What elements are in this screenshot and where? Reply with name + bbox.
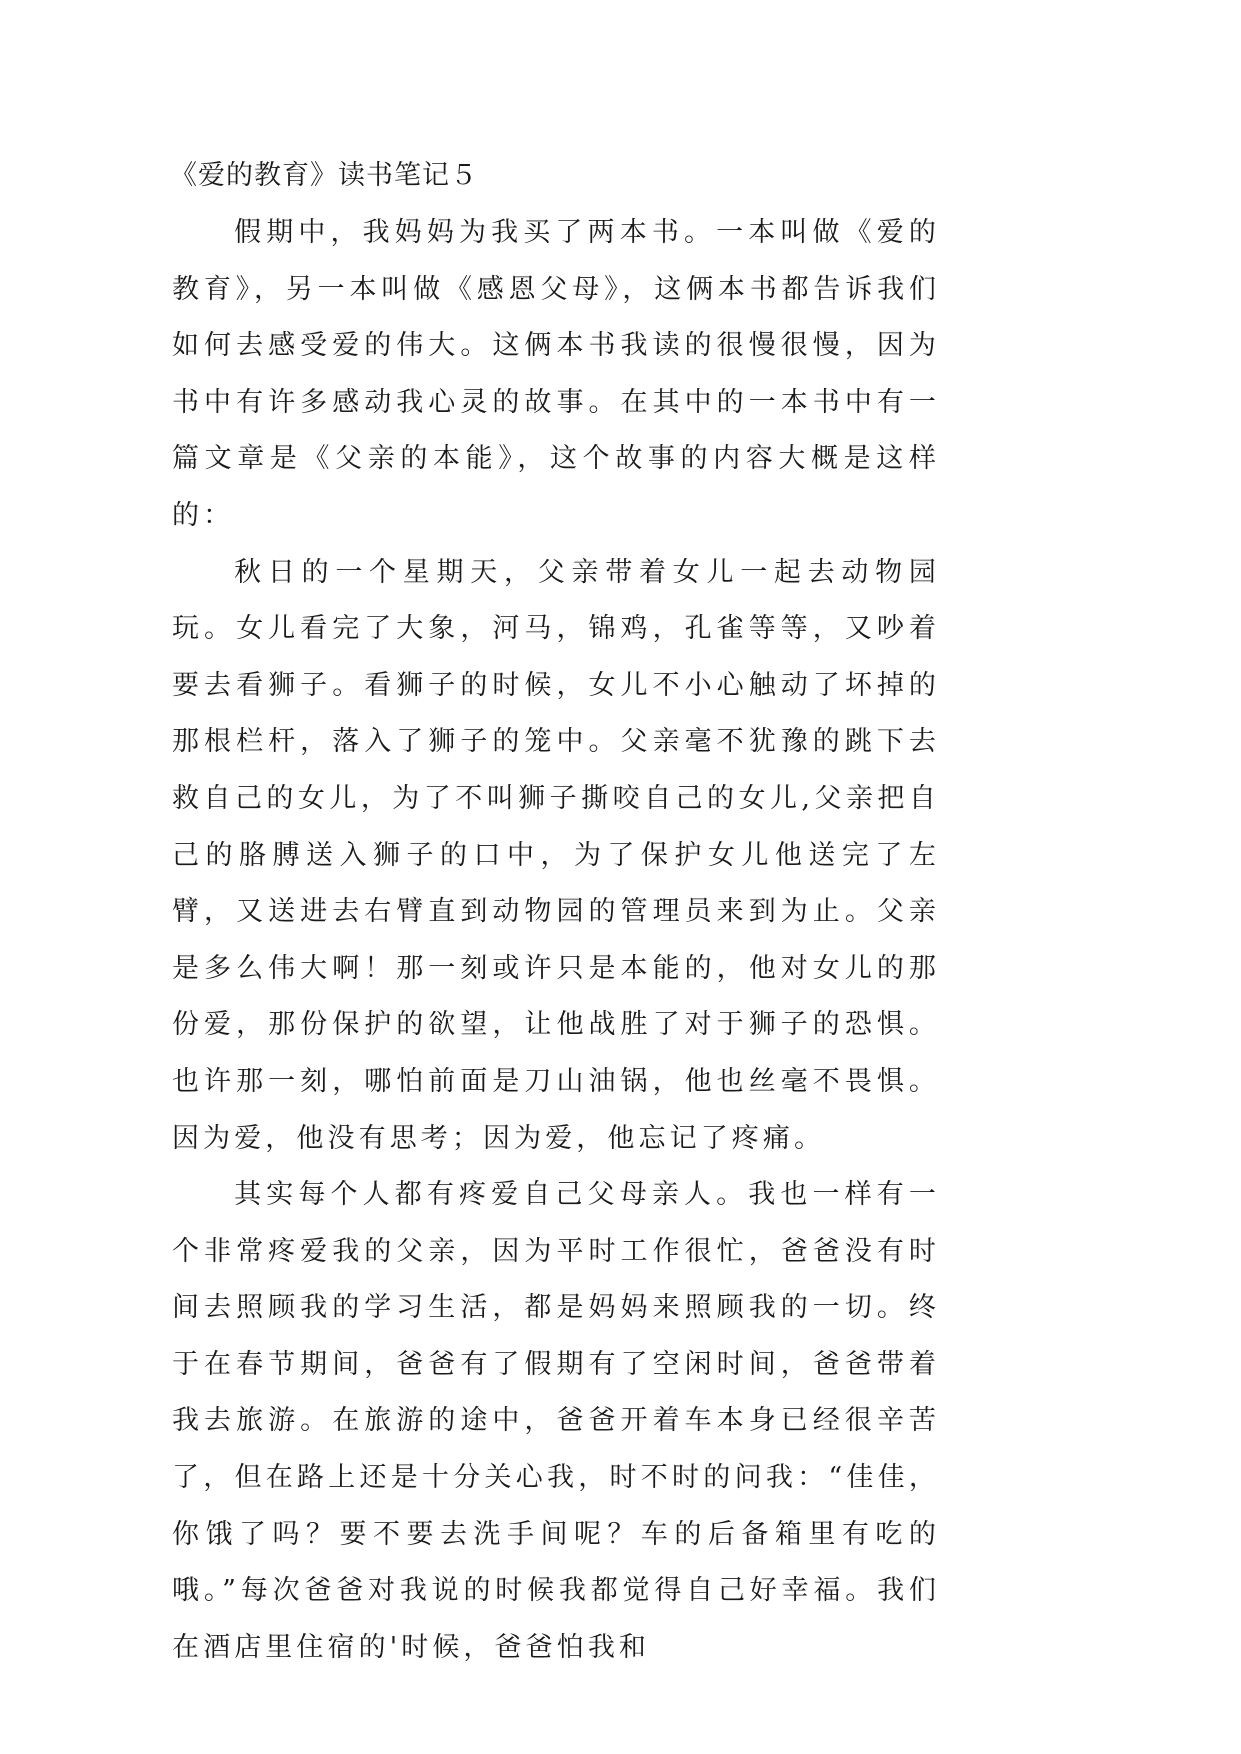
paragraph: 其实每个人都有疼爱自己父母亲人。我也一样有一个非常疼爱我的父亲，因为平时工作很忙，爸爸没有时间去照顾我的学习生活，都是妈妈来照顾我的一切。终于在春节期间，爸爸有了假期有了空闲时间，爸爸带着我去旅游。在旅游的途中，爸爸开着车本身已经很辛苦了，但在路上还是十分关心我，时不时的问我：“佳佳，你饿了吗？要不要去洗手间呢？车的后备箱里有吃的哦。”每次爸爸对我说的时候我都觉得自己好幸福。我们在酒店里住宿的'时候，爸爸怕我和 [172,1179,940,1663]
document-title: 《爱的教育》读书笔记５ [170,160,478,191]
document-body [172,205,940,1676]
paragraph: 秋日的一个星期天，父亲带着女儿一起去动物园玩。女儿看完了大象，河马，锦鸡，孔雀等等，又吵着要去看狮子。看狮子的时候，女儿不小心触动了坏掉的那根栏杆，落入了狮子的笼中。父亲毫不犹豫的跳下去救自己的女儿，为了不叫狮子撕咬自己的女儿,父亲把自己的胳膊送入狮子的口中，为了保护女儿他送完了左臂，又送进去右臂直到动物园的管理员来到为止。父亲是多么伟大啊！那一刻或许只是本能的，他对女儿的那份爱，那份保护的欲望，让他战胜了对于狮子的恐惧。也许那一刻，哪怕前面是刀山油锅，他也丝毫不畏惧。因为爱，他没有思考；因为爱，他忘记了疼痛。 [172,556,940,1154]
paragraph: 假期中，我妈妈为我买了两本书。一本叫做《爱的教育》，另一本叫做《感恩父母》，这俩本书都告诉我们如何去感受爱的伟大。这俩本书我读的很慢很慢，因为书中有许多感动我心灵的故事。在其中的一本书中有一篇文章是《父亲的本能》，这个故事的内容大概是这样的： [172,217,940,531]
